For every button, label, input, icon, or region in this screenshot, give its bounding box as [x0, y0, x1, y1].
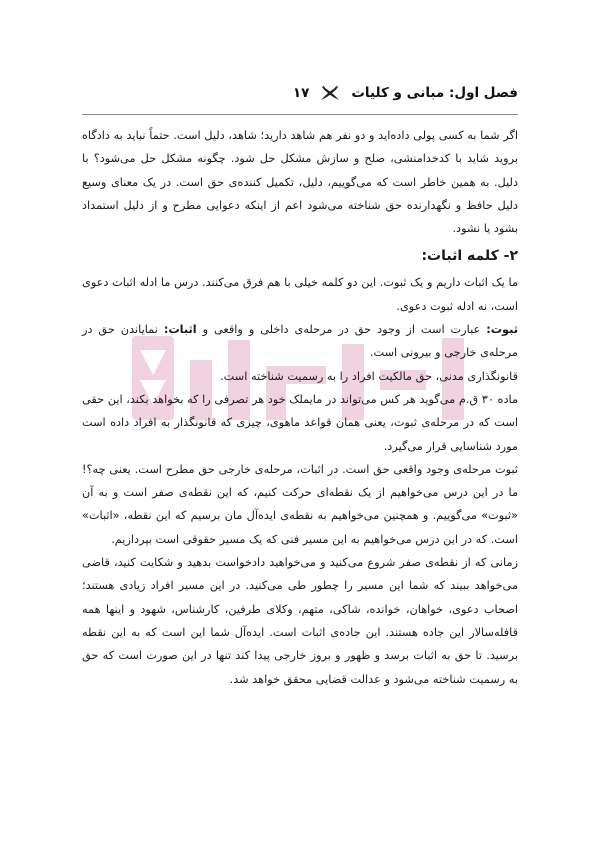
definition-esbat: نمایاندن حق در مرحله‌ی خارجی و بیرونی است.: [82, 323, 518, 360]
paragraph-definitions: [82, 318, 518, 365]
paragraph-path-of-proof: ثبوت مرحله‌ی وجود واقعی حق است. در اثبات، مرحله‌ی خارجی حق مطرح است. یعنی چه؟! ما در این درس می‌خواهیم از یک نقطه‌ای حرکت کنیم، که این نقطه‌ی صفر است و به آن «ثبوت» می‌گوییم. و همچنین می‌خواهیم به نقطه‌ی ایده‌آل مان برسیم که این نقطه، «اثبات» است. که در این درس می‌خواهیم به این مسیر فنی که یک مسیر حقوقی است بپردازیم.: [82, 462, 518, 546]
chapter-title: فصل اول: مبانی و کلیات: [351, 85, 518, 101]
term-sobut: ثبوت:: [486, 323, 518, 337]
section-heading: ۲- کلمه اثبات:: [421, 248, 518, 265]
paragraph-litigation-path: زمانی که از نقطه‌ی صفر شروع می‌کنید و می‌خواهید دادخواست بدهید و شکایت کنید، قاضی می‌خواهد ببیند که شما این مسیر را چطور طی می‌کنید. در این مسیر افراد زیادی هستند؛ اصحاب دعوی، خواهان، خوانده، شاکی، متهم، وکلای طرفین، کارشناس، شهود و اینها همه قافله‌سالار این جاده هستند. این جاده‌ی اثبات است. ایده‌آل شما این است که به این نقطه برسید. تا حق به اثبات برسد و ظهور و بروز خارجی پیدا کند تنها در این صورت است که حق به رسمیت شناخته می‌شود و عدالت قضایی محقق خواهد شد.: [82, 556, 518, 686]
header-divider: [82, 114, 518, 115]
crossed-leaves-ornament-icon: [319, 84, 341, 102]
page-number: ۱۷: [292, 85, 310, 101]
page-body: [82, 124, 518, 691]
running-header: [82, 78, 518, 108]
paragraph-evidence-role: اگر شما به کسی پولی داده‌اید و دو نفر هم شاهد دارید؛ شاهد، دلیل است. حتماً نباید به دادگاه بروید شاید با کدخدامنشی، صلح و سازش مشکل حل شود. چگونه مشکل حل می‌شود؟ با دلیل. به همین خاطر است که می‌گوییم، دلیل، تکمیل کننده‌ی حق است. در یک معنای وسیع دلیل حافظ و نگهدارنده حق شناخته می‌شود اعم از اینکه دعوایی مطرح و از دلیل استمداد بشود یا نشود.: [82, 129, 518, 236]
paragraph-proof-vs-establishment: ما یک اثبات داریم و یک ثبوت. این دو کلمه خیلی با هم فرق می‌کنند. درس ما ادله اثبات دعوی است، نه ادله ثبوت دعوی.: [82, 276, 518, 313]
paragraph-civil-legislation: قانونگذاری مدنی، حق مالکیت افراد را به رسمیت شناخته است.: [220, 369, 518, 383]
definition-sobut: عبارت است از وجود حق در مرحله‌ی داخلی و واقعی و: [196, 323, 487, 337]
term-esbat: اثبات:: [163, 323, 197, 337]
paragraph-article-30: ماده ۳۰ ق.م می‌گوید هر کس می‌تواند در مایملک خود هر تصرفی را که بخواهد بکند، این حقی است که در مرحله‌ی ثبوت، یعنی همان قواعد ماهوی، چیزی که قانونگذار به افراد داده است مورد شناسایی قرار می‌گیرد.: [82, 392, 518, 453]
